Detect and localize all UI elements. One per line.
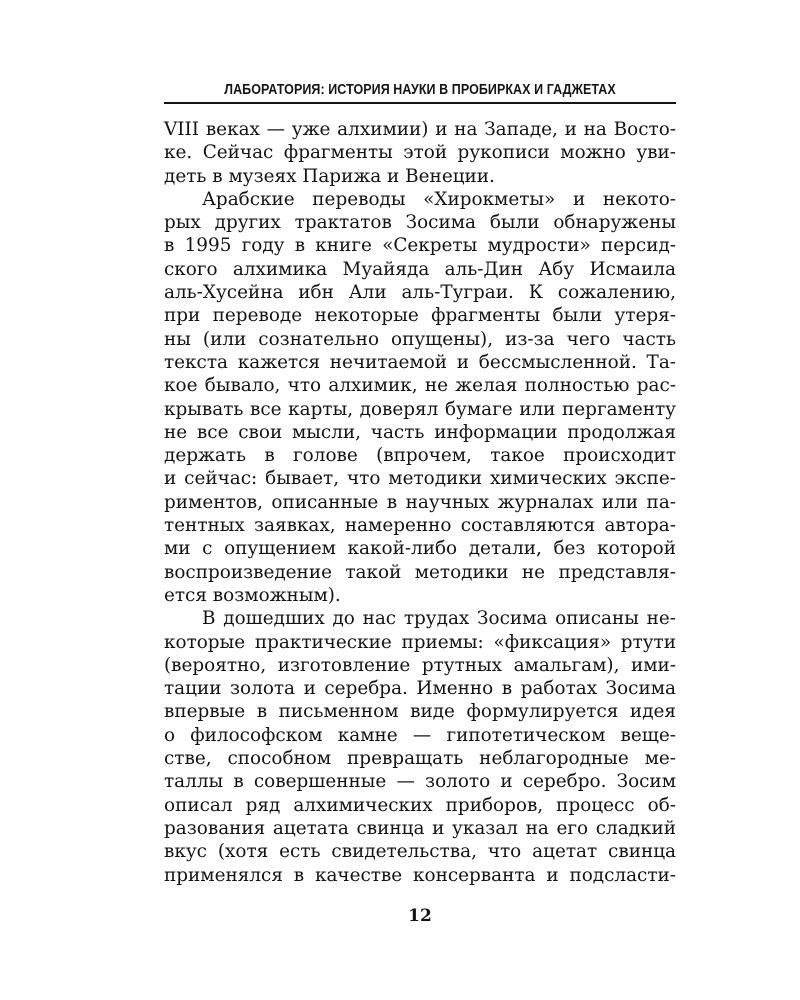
text-line: не все свои мысли, часть информации продолжая <box>164 421 676 443</box>
running-header: ЛАБОРАТОРИЯ: ИСТОРИЯ НАУКИ В ПРОБИРКАХ И ГАДЖЕТАХ <box>224 82 616 98</box>
text-line: тентных заявках, намеренно составляются автора- <box>164 515 676 537</box>
text-line: ны (или сознательно опущены), из-за чего часть <box>164 328 676 350</box>
text-line: деть в музеях Парижа и Венеции. <box>164 165 495 187</box>
text-line: ке. Сейчас фрагменты этой рукописи можно уви- <box>164 142 676 164</box>
text-line: впервые в письменном виде формулируется идея <box>164 701 676 723</box>
text-line: при переводе некоторые фрагменты были утеря- <box>164 305 676 327</box>
text-line: Арабские переводы «Хирокметы» и некото- <box>202 188 676 210</box>
page-number: 12 <box>408 906 432 926</box>
text-line: вкус (хотя есть свидетельства, что ацетат свинца <box>164 841 676 863</box>
text-line: держать в голове (впрочем, такое происходит <box>164 445 676 467</box>
text-line: и сейчас: бывает, что методики химических экспе- <box>164 468 676 490</box>
text-line: крывать все карты, доверял бумаге или пергаменту <box>164 398 676 420</box>
text-line: в 1995 году в книге «Секреты мудрости» персид- <box>164 235 676 257</box>
text-line: кое бывало, что алхимик, не желая полностью рас- <box>164 375 676 397</box>
text-line: таллы в совершенные — золото и серебро. Зосим <box>164 771 676 793</box>
text-line: ского алхимика Муайяда аль-Дин Абу Исмаила <box>164 258 676 280</box>
text-line: (вероятно, изготовление ртутных амальгам), ими- <box>164 654 676 676</box>
text-line: рых других трактатов Зосима были обнаружены <box>164 212 676 234</box>
text-line: стве, способном превращать неблагородные ме- <box>164 748 676 770</box>
text-line: ми с опущением какой-либо детали, без которой <box>164 538 676 560</box>
body-text <box>164 118 676 887</box>
text-line: текста кажется нечитаемой и бессмысленной. Та- <box>164 351 676 373</box>
text-line: которые практические приемы: «фиксация» ртути <box>164 631 676 653</box>
text-line: тации золота и серебра. Именно в работах Зосима <box>164 678 676 700</box>
text-line: о философском камне — гипотетическом веще- <box>164 724 676 746</box>
text-line: VIII веках — уже алхимии) и на Западе, и на Восто- <box>164 119 676 140</box>
header-rule <box>164 102 676 104</box>
text-line: разования ацетата свинца и указал на его сладкий <box>164 817 676 839</box>
text-line: применялся в качестве консерванта и подсласти- <box>164 864 676 886</box>
text-line: аль-Хусейна ибн Али аль-Туграи. К сожалению, <box>164 282 676 304</box>
text-line: ется возможным). <box>164 584 341 606</box>
text-line: воспроизведение такой методики не представля- <box>164 561 676 583</box>
text-line: риментов, описанные в научных журналах или па- <box>164 491 676 513</box>
text-line: описал ряд алхимических приборов, процесс об- <box>164 794 676 816</box>
text-line: В дошедших до нас трудах Зосима описаны не- <box>202 608 676 630</box>
